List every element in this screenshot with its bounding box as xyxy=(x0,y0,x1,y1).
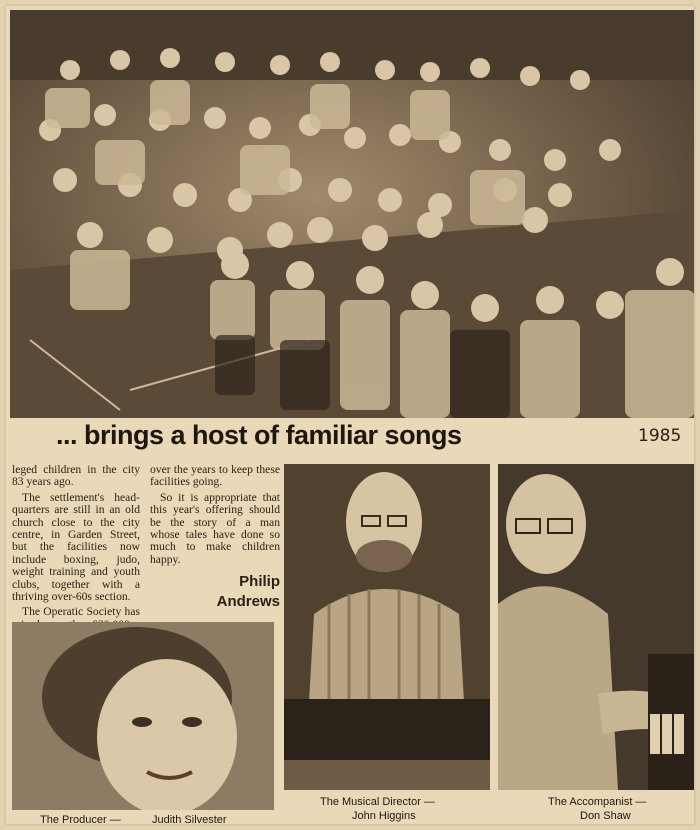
article-paragraph: The Operatic Society has xyxy=(22,605,140,619)
headline: ... brings a host of familiar songs xyxy=(56,420,462,450)
byline-last-name: Andrews xyxy=(216,593,280,610)
accompanist-photo xyxy=(498,464,694,790)
article-paragraph: over the years to keep these facilities going. xyxy=(150,463,280,489)
article-paragraph: The settlement's head-quarters are still in an old church close to the city centre, in Garden Street, but the facilities now include boxing, judo, weight training and youth clubs, together with a thriving over-60s section. xyxy=(12,490,140,604)
director-caption-role: The Musical Director — xyxy=(320,796,435,808)
article-paragraph: leged children in the city 83 years ago. xyxy=(12,463,140,489)
article-column-left xyxy=(12,463,140,619)
producer-portrait-photo xyxy=(12,622,274,810)
byline xyxy=(190,572,280,616)
musical-director-photo xyxy=(284,464,490,790)
producer-caption-role: The Producer — xyxy=(40,814,121,826)
producer-caption-name: Judith Silvester xyxy=(152,814,227,826)
byline-first-name: Philip xyxy=(239,573,280,590)
handwritten-year: 1985 xyxy=(638,426,682,446)
director-caption-name: John Higgins xyxy=(352,810,416,822)
article-column-right xyxy=(150,464,280,574)
article-paragraph: So it is appropriate that this year's offering should be the story of a man whose tales have done so much to make children happy. xyxy=(150,490,280,566)
accompanist-caption-role: The Accompanist — xyxy=(548,796,647,808)
chorus-group-photo xyxy=(10,10,694,418)
accompanist-caption-name: Don Shaw xyxy=(580,810,631,822)
